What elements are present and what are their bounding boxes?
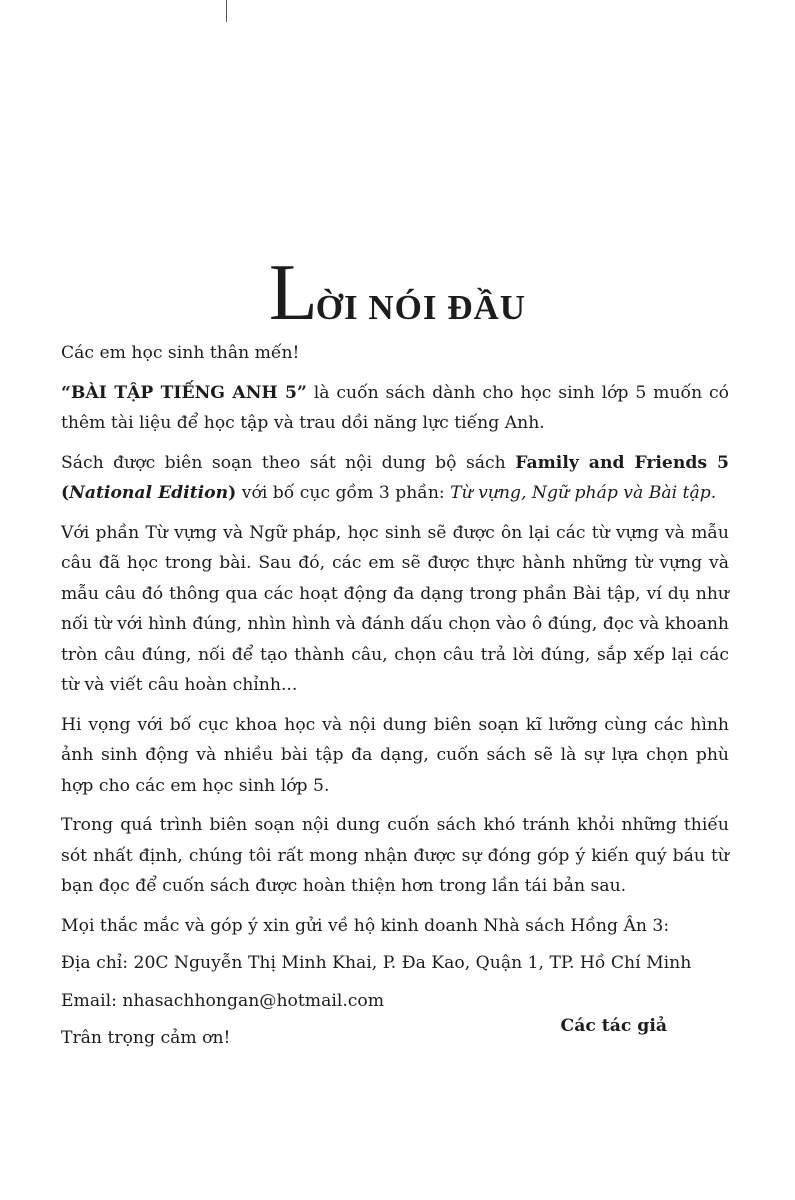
edition-name: National Edition xyxy=(69,483,229,503)
title-text: ỜI NÓI ĐẦU xyxy=(315,288,527,328)
paren-close: ) xyxy=(228,483,237,503)
address-line: Địa chỉ: 20C Nguyễn Thị Minh Khai, P. Đa Kao, Quận 1, TP. Hồ Chí Minh xyxy=(61,953,692,973)
contact-intro: Mọi thắc mắc và góp ý xin gửi về hộ kinh doanh Nhà sách Hồng Ân 3: xyxy=(61,915,670,936)
feedback-paragraph: Trong quá trình biên soạn nội dung cuốn sách khó tránh khỏi những thiếu sót nhất định, chúng tôi rất mong nhận được sự đóng góp ý kiến quý báu từ bạn đọc để cuốn sách được hoàn thiện hơn trong lần tái bản sau. xyxy=(61,815,729,896)
page-title xyxy=(0,249,795,338)
compiled-paragraph xyxy=(61,448,729,509)
greeting xyxy=(61,338,729,369)
title-drop-cap: L xyxy=(268,249,316,338)
intro-text: là cuốn sách dành cho học sinh lớp 5 muốn có thêm tài liệu để học tập và trau dồi năng lực tiếng Anh. xyxy=(61,382,729,433)
page-crease-mark xyxy=(226,0,227,22)
greeting-text: Các em học sinh thân mến! xyxy=(61,343,300,363)
book-title: “BÀI TẬP TIẾNG ANH 5” xyxy=(61,382,307,403)
signature: Các tác giả xyxy=(560,1016,667,1036)
email-line: Email: nhasachhongan@hotmail.com xyxy=(61,990,385,1011)
body-text xyxy=(61,338,729,1061)
intro-paragraph xyxy=(61,378,729,439)
series-name: Family and Friends 5 xyxy=(515,452,729,473)
compiled-before: Sách được biên soạn theo sát nội dung bộ sách xyxy=(61,452,516,473)
thanks-line: Trân trọng cảm ơn! xyxy=(61,1028,231,1048)
book-parts: Từ vựng, Ngữ pháp và Bài tập. xyxy=(450,483,717,503)
paren-open: ( xyxy=(61,483,70,503)
compiled-middle: với bố cục gồm 3 phần: xyxy=(236,483,451,503)
hope-paragraph: Hi vọng với bố cục khoa học và nội dung biên soạn kĩ lưỡng cùng các hình ảnh sinh động và nhiều bài tập đa dạng, cuốn sách sẽ là sự lựa chọn phù hợp cho các em học sinh lớp 5. xyxy=(61,714,729,796)
practice-paragraph: Với phần Từ vựng và Ngữ pháp, học sinh sẽ được ôn lại các từ vựng và mẫu câu đã học trong bài. Sau đó, các em sẽ được thực hành những từ vựng và mẫu câu đó thông qua các hoạt động đa dạng trong phần Bài tập, ví dụ như nối từ với hình đúng, nhìn hình và đánh dấu chọn vào ô đúng, đọc và khoanh tròn câu đúng, nối để tạo thành câu, chọn câu trả lời đúng, sắp xếp lại các từ và viết câu hoàn chỉnh... xyxy=(61,522,729,695)
